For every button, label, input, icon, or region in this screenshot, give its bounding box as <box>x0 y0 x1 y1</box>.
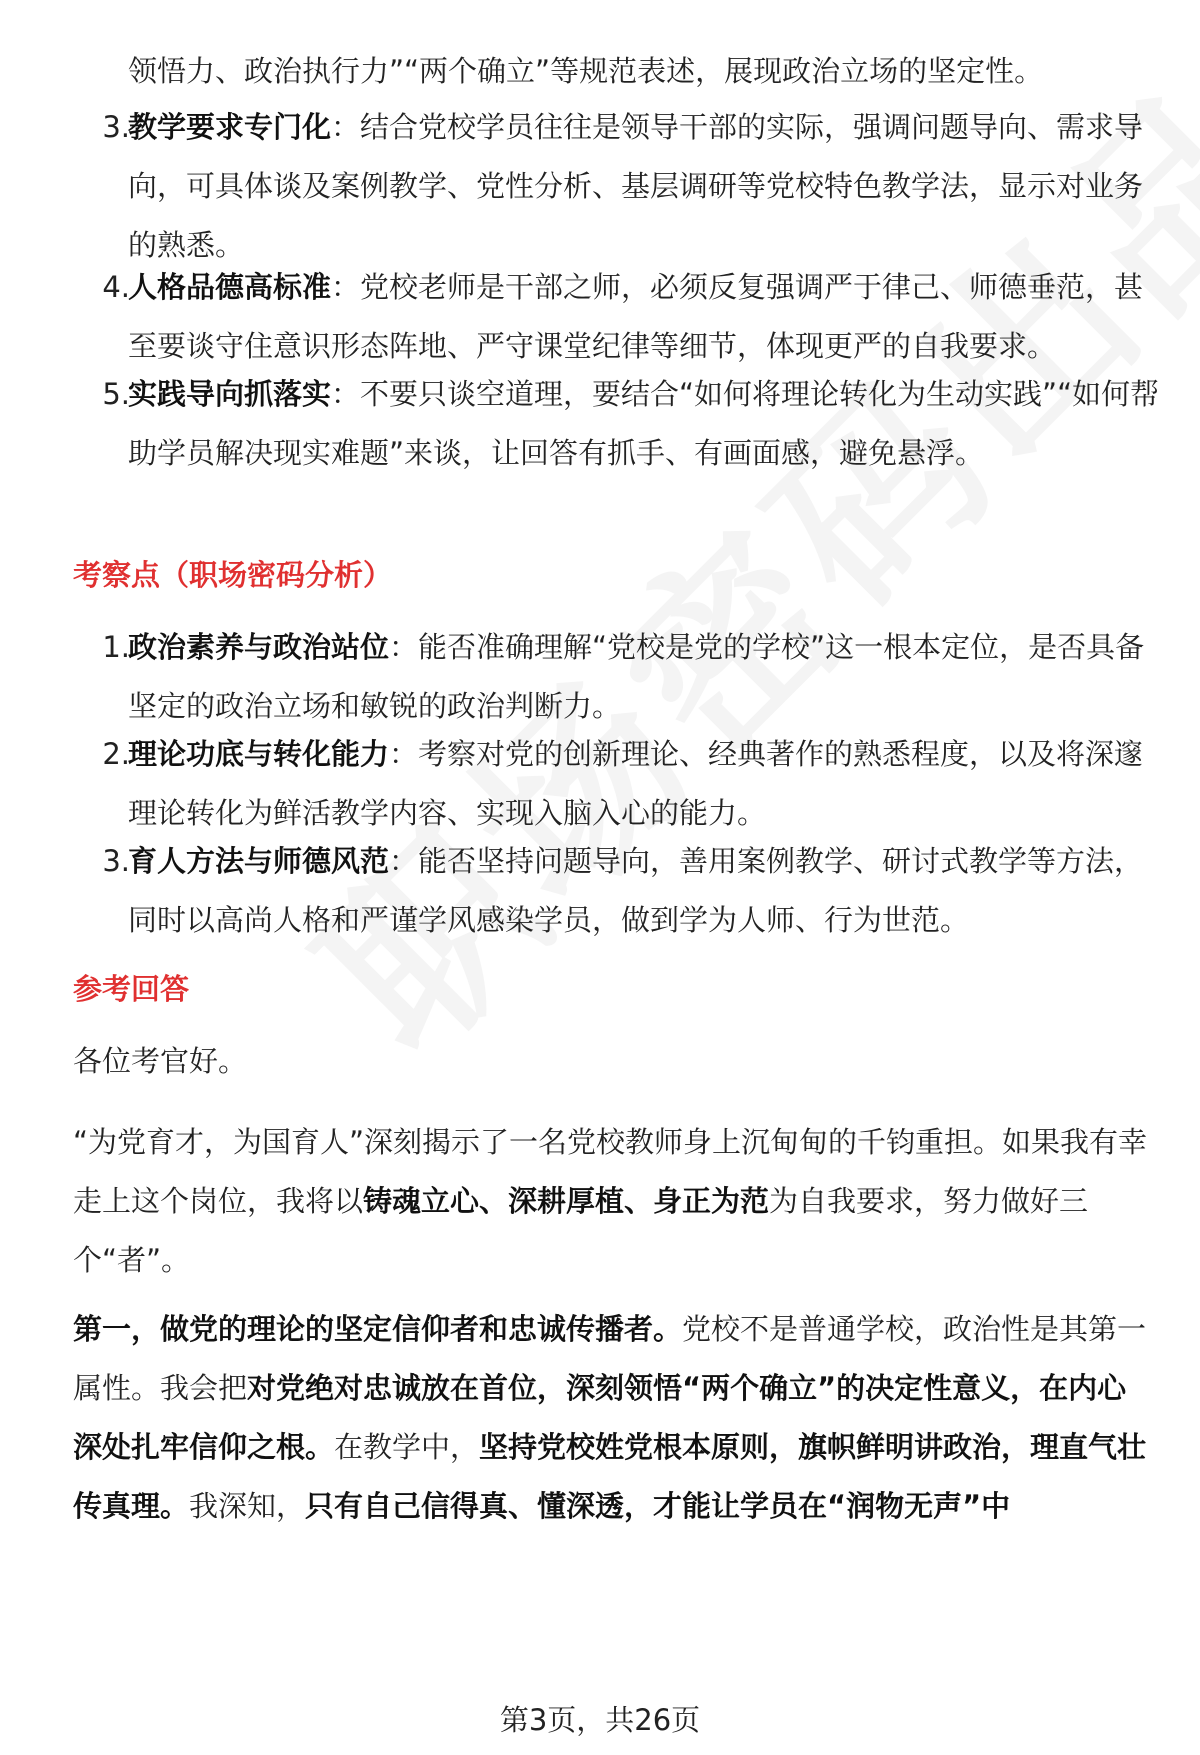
item-text: ：考察对党的创新理论、经典著作的熟悉程度，以及将深邃理论转化为鲜活教学内容、实现入脑入心的能力。 <box>128 737 1144 830</box>
item-title: 人格品德高标准 <box>128 270 332 304</box>
item-title: 理论功底与转化能力 <box>128 737 390 771</box>
item-text: ：能否准确理解“党校是党的学校”这一根本定位，是否具备坚定的政治立场和敏锐的政治判断力。 <box>128 630 1145 723</box>
list-number: 5. <box>102 377 130 411</box>
page-footer: 第3页，共26页 <box>499 1703 701 1737</box>
item-text: ：结合党校学员往往是领导干部的实际，强调问题导向、需求导向，可具体谈及案例教学、党性分析、基层调研等党校特色教学法，显示对业务的熟悉。 <box>128 110 1144 262</box>
first-point-title: 第一，做党的理论的坚定信仰者和忠诚传播者。 <box>73 1312 683 1346</box>
first-point-text: 在教学中， <box>334 1430 480 1464</box>
list-number: 3. <box>102 844 130 878</box>
item-title: 育人方法与师德风范 <box>128 844 390 878</box>
first-point-bold: 对党绝对忠诚放在首位，深刻领悟“两个确立”的决定性意义，在内心深处扎牢信仰之根。 <box>73 1371 1127 1464</box>
list-number: 4. <box>102 270 130 304</box>
list-item <box>80 725 1160 843</box>
first-point-paragraph <box>73 1300 1153 1536</box>
list-number: 3. <box>102 110 130 144</box>
list-item <box>80 832 1160 950</box>
list-item <box>80 258 1160 376</box>
greeting: 各位考官好。 <box>73 1044 248 1078</box>
item-title: 政治素养与政治站位 <box>128 630 390 664</box>
list-number: 1. <box>102 630 130 664</box>
first-point-text: 我深知， <box>189 1489 306 1523</box>
first-point-bold: 只有自己信得真、懂深透，才能让学员在“润物无声”中 <box>305 1489 1011 1523</box>
first-point-text: 党校不是普通学校，政治性是其第一属性。我会把 <box>73 1312 1147 1405</box>
list-item <box>80 98 1160 275</box>
section-heading-answer: 参考回答 <box>73 972 190 1006</box>
item-text: ：能否坚持问题导向，善用案例教学、研讨式教学等方法，同时以高尚人格和严谨学风感染学员，做到学为人师、行为世范。 <box>128 844 1144 937</box>
item-title: 实践导向抓落实 <box>128 377 332 411</box>
first-point-bold: 坚持党校姓党根本原则，旗帜鲜明讲政治，理直气壮传真理。 <box>73 1430 1147 1523</box>
item-title: 教学要求专门化 <box>128 110 332 144</box>
continuation-line: 领悟力、政治执行力”“两个确立”等规范表述，展现政治立场的坚定性。 <box>128 54 1044 88</box>
intro-text-end: 为自我要求，努力做好三个“者”。 <box>73 1184 1089 1277</box>
section-heading-points: 考察点（职场密码分析） <box>73 558 393 592</box>
intro-paragraph <box>73 1113 1153 1290</box>
item-text: ：不要只谈空道理，要结合“如何将理论转化为生动实践”“如何帮助学员解决现实难题”来谈，让回答有抓手、有画面感，避免悬浮。 <box>128 377 1160 470</box>
list-item <box>80 365 1160 483</box>
list-number: 2. <box>102 737 130 771</box>
intro-bold: 铸魂立心、深耕厚植、身正为范 <box>363 1184 770 1218</box>
list-item <box>80 618 1160 736</box>
item-text: ：党校老师是干部之师，必须反复强调严于律己、师德垂范，甚至要谈守住意识形态阵地、严守课堂纪律等细节，体现更严的自我要求。 <box>128 270 1144 363</box>
intro-text: “为党育才，为国育人”深刻揭示了一名党校教师身上沉甸甸的千钧重担。如果我有幸走上这个岗位，我将以 <box>73 1125 1148 1218</box>
